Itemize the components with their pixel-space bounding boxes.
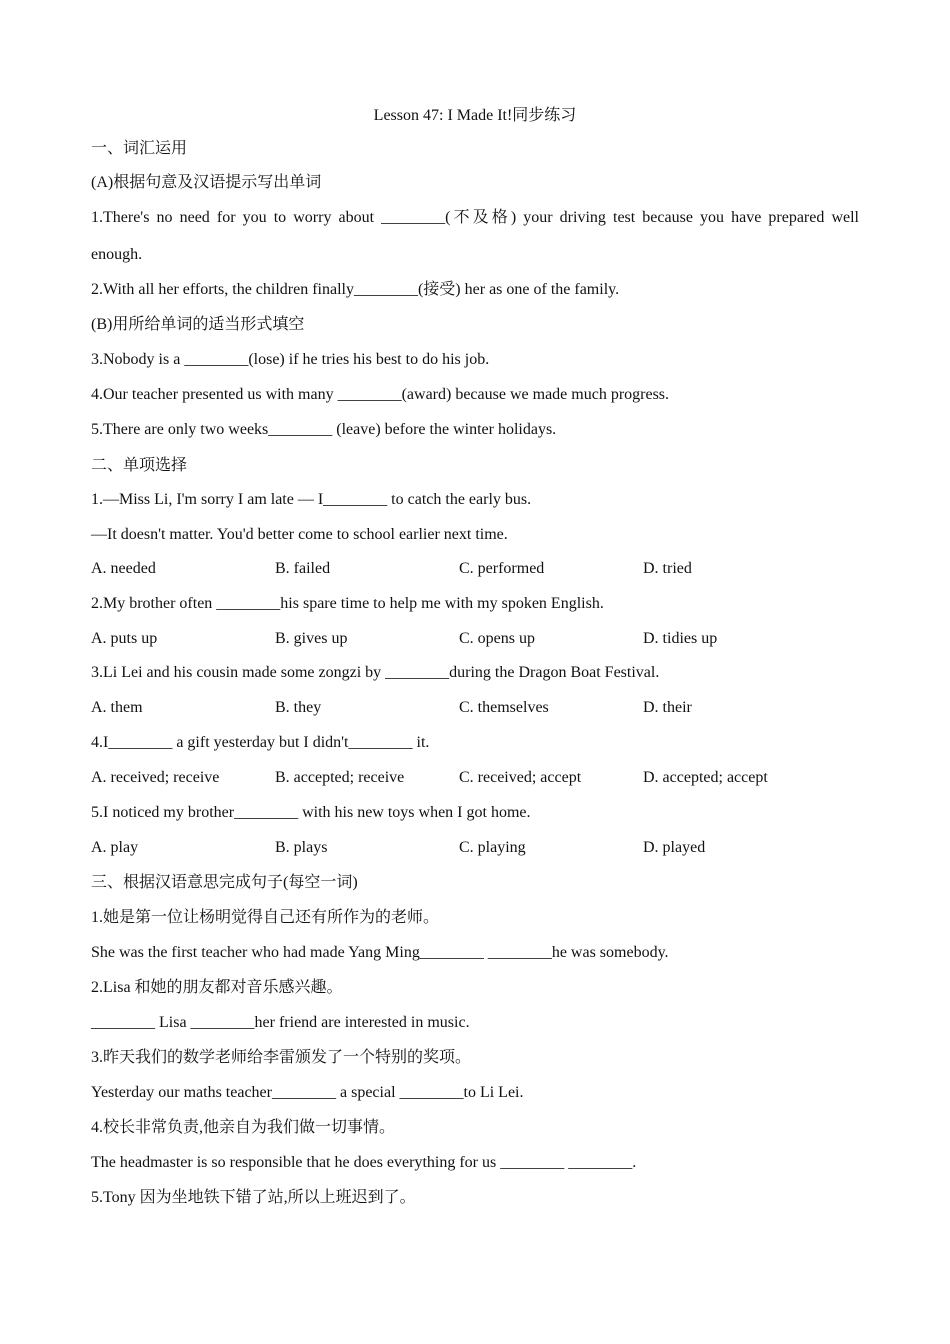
mc-q4-option-b: B. accepted; receive — [275, 769, 405, 786]
part-b-instruction: (B)用所给单词的适当形式填空 — [91, 316, 305, 333]
mc-q3-option-c: C. themselves — [459, 699, 549, 716]
page-title: Lesson 47: I Made It!同步练习 — [373, 107, 577, 124]
mc-q2-option-b: B. gives up — [275, 630, 348, 647]
mc-q2-option-c: C. opens up — [459, 630, 535, 647]
section-heading-vocabulary: 一、词汇运用 — [91, 140, 188, 157]
mc-q5-option-d: D. played — [643, 839, 706, 856]
part-a-instruction: (A)根据句意及汉语提示写出单词 — [91, 174, 322, 191]
mc-question-1: 1.—Miss Li, I'm sorry I am late — I________ to catch the early bus. — [91, 491, 532, 508]
vocab-question-1: 1.There's no need for you to worry about ________(不及格) your driving test because you have prepared well — [91, 209, 859, 226]
mc-q1-option-b: B. failed — [275, 560, 331, 577]
vocab-question-1-continued: enough. — [91, 246, 143, 263]
translation-q5-chinese: 5.Tony 因为坐地铁下错了站,所以上班迟到了。 — [91, 1189, 416, 1206]
mc-q3-option-d: D. their — [643, 699, 692, 716]
mc-question-4: 4.I________ a gift yesterday but I didn't________ it. — [91, 734, 430, 751]
mc-question-5: 5.I noticed my brother________ with his new toys when I got home. — [91, 804, 531, 821]
mc-q3-option-b: B. they — [275, 699, 322, 716]
translation-q3-english: Yesterday our maths teacher________ a special ________to Li Lei. — [91, 1084, 524, 1101]
mc-q5-option-b: B. plays — [275, 839, 328, 856]
section-heading-translation: 三、根据汉语意思完成句子(每空一词) — [91, 874, 358, 891]
vocab-question-2: 2.With all her efforts, the children finally________(接受) her as one of the family. — [91, 281, 620, 298]
section-heading-multiple-choice: 二、单项选择 — [91, 457, 188, 474]
translation-q4-chinese: 4.校长非常负责,他亲自为我们做一切事情。 — [91, 1119, 396, 1136]
mc-q5-option-c: C. playing — [459, 839, 526, 856]
mc-q3-option-a: A. them — [91, 699, 143, 716]
translation-q3-chinese: 3.昨天我们的数学老师给李雷颁发了一个特别的奖项。 — [91, 1049, 472, 1066]
mc-q4-option-d: D. accepted; accept — [643, 769, 768, 786]
mc-q4-option-c: C. received; accept — [459, 769, 582, 786]
mc-q1-option-c: C. performed — [459, 560, 545, 577]
mc-q1-option-d: D. tried — [643, 560, 692, 577]
vocab-question-5: 5.There are only two weeks________ (leave) before the winter holidays. — [91, 421, 557, 438]
vocab-question-4: 4.Our teacher presented us with many ________(award) because we made much progress. — [91, 386, 670, 403]
translation-q1-chinese: 1.她是第一位让杨明觉得自己还有所作为的老师。 — [91, 909, 440, 926]
mc-q2-option-d: D. tidies up — [643, 630, 718, 647]
mc-q1-option-a: A. needed — [91, 560, 156, 577]
mc-q5-option-a: A. play — [91, 839, 139, 856]
mc-q2-option-a: A. puts up — [91, 630, 158, 647]
translation-q2-chinese: 2.Lisa 和她的朋友都对音乐感兴趣。 — [91, 979, 343, 996]
translation-q1-english: She was the first teacher who had made Yang Ming________ ________he was somebody. — [91, 944, 669, 961]
mc-question-1-reply: —It doesn't matter. You'd better come to school earlier next time. — [91, 526, 508, 543]
mc-question-3: 3.Li Lei and his cousin made some zongzi by ________during the Dragon Boat Festival. — [91, 664, 660, 681]
mc-question-2: 2.My brother often ________his spare time to help me with my spoken English. — [91, 595, 604, 612]
translation-q4-english: The headmaster is so responsible that he does everything for us ________ ________. — [91, 1154, 637, 1171]
translation-q2-english: ________ Lisa ________her friend are interested in music. — [91, 1014, 470, 1031]
mc-q4-option-a: A. received; receive — [91, 769, 220, 786]
vocab-question-3: 3.Nobody is a ________(lose) if he tries his best to do his job. — [91, 351, 490, 368]
